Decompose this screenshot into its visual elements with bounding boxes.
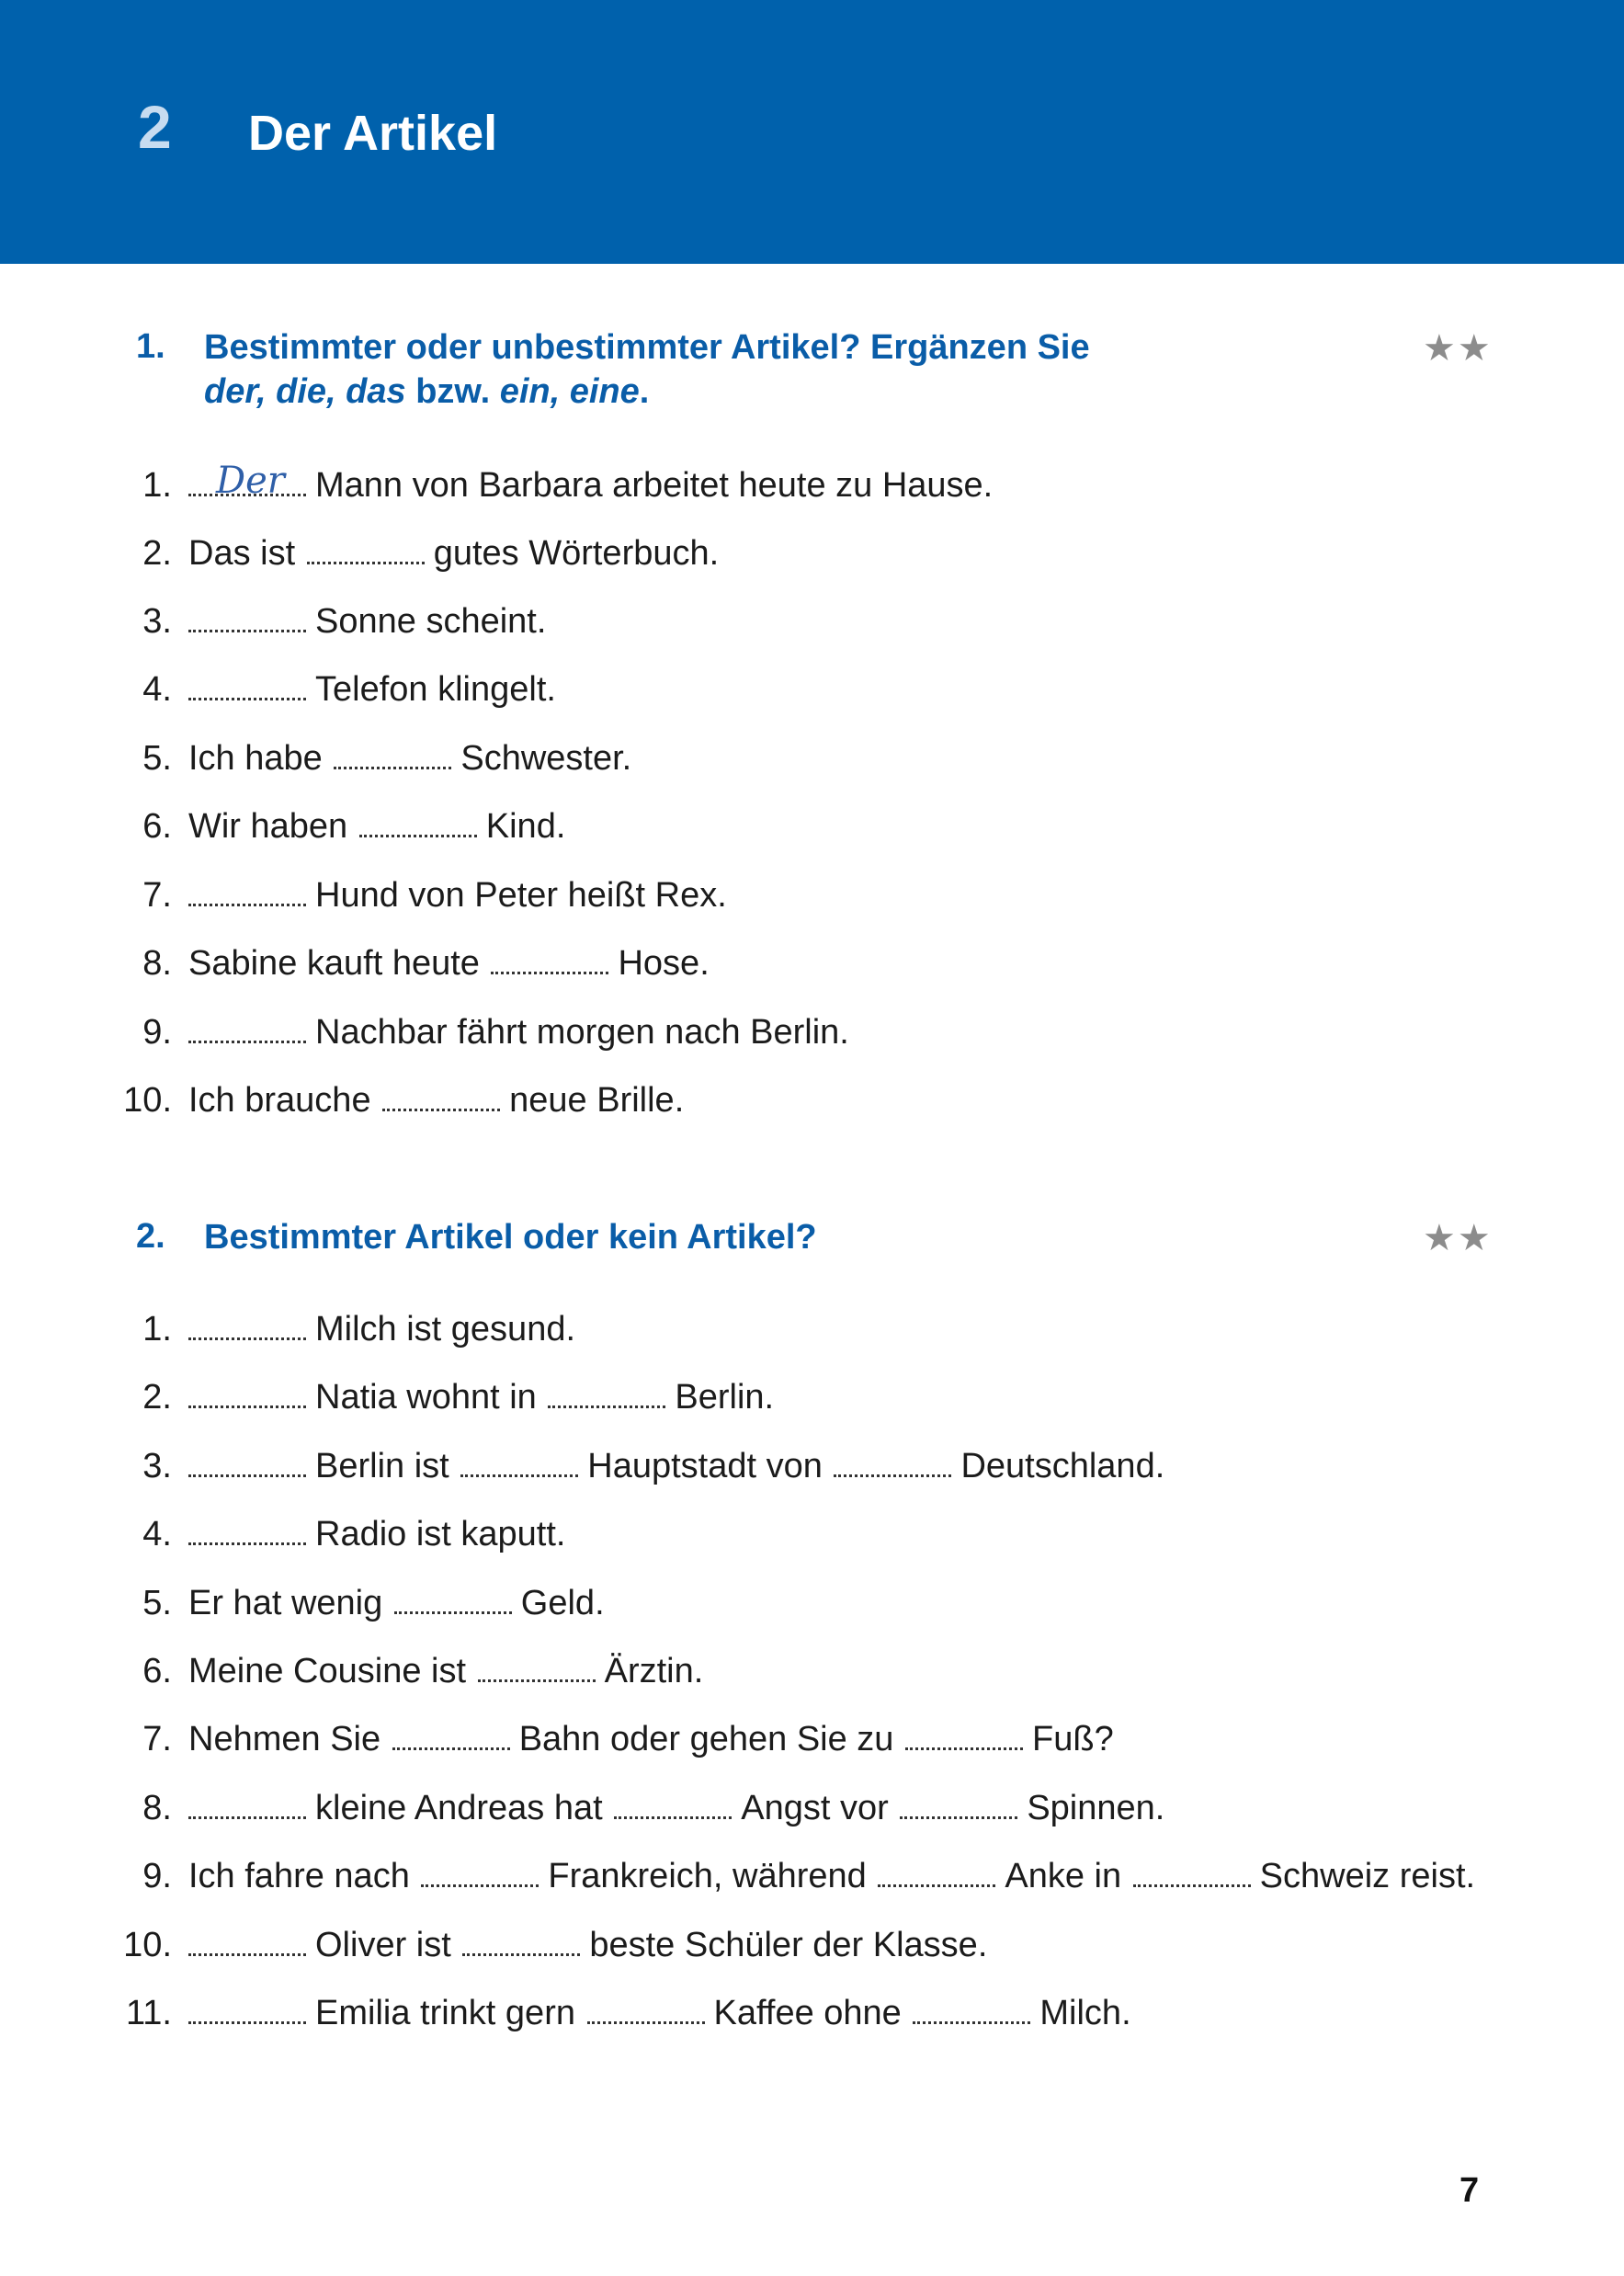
difficulty-stars-1: ★★ <box>1423 328 1493 369</box>
item-text: Hauptstadt von <box>587 1447 823 1485</box>
item-text: Berlin. <box>675 1378 775 1417</box>
item-number: 6. <box>142 1652 172 1690</box>
item-text: Oliver ist <box>315 1926 451 1964</box>
item-text: Angst vor <box>741 1789 889 1827</box>
page-number: 7 <box>1459 2171 1480 2210</box>
answer-blank[interactable] <box>913 1994 1030 2024</box>
answer-blank[interactable] <box>548 1378 665 1408</box>
item-text: Meine Cousine ist <box>188 1652 467 1690</box>
answer-blank[interactable] <box>334 739 451 769</box>
item-text: Fuß? <box>1032 1720 1114 1758</box>
answer-blank[interactable] <box>188 1994 306 2024</box>
item-text: Das ist <box>188 534 296 573</box>
answer-blank[interactable] <box>188 602 306 632</box>
answer-blank[interactable] <box>491 944 608 974</box>
answer-blank[interactable] <box>460 1447 578 1477</box>
item-text: gutes Wörterbuch. <box>433 534 720 573</box>
answer-blank[interactable] <box>392 1720 510 1750</box>
item-text: Sabine kauft heute <box>188 944 480 983</box>
exercise-1-item <box>0 731 631 786</box>
exercise-2-item <box>0 1918 987 1973</box>
item-number: 4. <box>142 670 172 709</box>
exercise-2-item <box>0 1849 1475 1904</box>
item-number: 2. <box>142 534 172 573</box>
item-text: beste Schüler der Klasse. <box>589 1926 988 1964</box>
answer-blank[interactable] <box>834 1447 951 1477</box>
chapter-number: 2 <box>138 93 172 161</box>
answer-blank[interactable] <box>188 1515 306 1545</box>
item-text: Milch ist gesund. <box>315 1310 576 1349</box>
item-text: Schweiz reist. <box>1259 1857 1476 1895</box>
item-text: kleine Andreas hat <box>315 1789 603 1827</box>
answer-blank[interactable] <box>188 1789 306 1819</box>
answer-blank[interactable] <box>1133 1857 1251 1887</box>
exercise-2-item <box>0 1507 565 1562</box>
exercise-2-item <box>0 1370 774 1425</box>
exercise-1-number: 1. <box>136 327 165 366</box>
item-text: Wir haben <box>188 807 348 846</box>
item-number: 3. <box>142 1447 172 1485</box>
exercise-2-item <box>0 1781 1164 1836</box>
exercise-2-item <box>0 1576 605 1631</box>
item-text: Geld. <box>520 1584 605 1622</box>
exercise-2-item <box>0 1644 703 1699</box>
item-text: Schwester. <box>460 739 632 778</box>
title-connector: bzw. <box>405 372 500 411</box>
chapter-title: Der Artikel <box>248 106 498 161</box>
answer-blank[interactable] <box>394 1584 512 1614</box>
answer-blank[interactable] <box>188 1378 306 1408</box>
item-number: 5. <box>142 1584 172 1622</box>
item-text: Milch. <box>1039 1994 1131 2032</box>
item-text: Er hat wenig <box>188 1584 383 1622</box>
answer-blank[interactable] <box>188 1310 306 1340</box>
item-text: Deutschland. <box>960 1447 1165 1485</box>
answer-blank[interactable] <box>462 1926 580 1956</box>
item-text: Sonne scheint. <box>315 602 547 641</box>
item-text: Hose. <box>618 944 710 983</box>
answer-blank[interactable] <box>188 1926 306 1956</box>
item-number: 7. <box>142 876 172 915</box>
item-number: 2. <box>142 1378 172 1417</box>
answer-blank[interactable] <box>878 1857 995 1887</box>
exercise-1-item <box>0 594 546 649</box>
item-text: Kind. <box>485 807 566 846</box>
answer-blank[interactable] <box>188 876 306 906</box>
answer-blank[interactable] <box>188 670 306 700</box>
item-number: 10. <box>123 1926 172 1964</box>
item-number: 1. <box>142 1310 172 1349</box>
item-text: Ich habe <box>188 739 323 778</box>
item-number: 6. <box>142 807 172 846</box>
exercise-2-item <box>0 1712 1114 1767</box>
exercise-1-item <box>0 662 556 717</box>
article-list-indefinite: ein, eine <box>499 372 640 411</box>
answer-blank[interactable] <box>587 1994 705 2024</box>
item-text: Berlin ist <box>315 1447 449 1485</box>
item-text: Ich fahre nach <box>188 1857 410 1895</box>
difficulty-stars-2: ★★ <box>1423 1218 1493 1258</box>
answer-blank[interactable] <box>421 1857 539 1887</box>
handwritten-answer: Der <box>216 460 285 502</box>
item-number: 8. <box>142 1789 172 1827</box>
exercise-2-number: 2. <box>136 1217 165 1256</box>
item-text: Ärztin. <box>604 1652 704 1690</box>
answer-blank[interactable] <box>382 1081 500 1111</box>
item-number: 3. <box>142 602 172 641</box>
item-text: Natia wohnt in <box>315 1378 537 1417</box>
exercise-1-title-line2 <box>204 370 1399 414</box>
item-number: 4. <box>142 1515 172 1553</box>
exercise-1-title-line1: Bestimmter oder unbestimmter Artikel? Ergänzen Sie <box>204 328 1090 367</box>
item-text: Frankreich, während <box>548 1857 867 1895</box>
title-period: . <box>639 372 650 411</box>
item-text: Anke in <box>1005 1857 1122 1895</box>
item-number: 1. <box>142 466 172 505</box>
exercise-1-item <box>0 868 727 923</box>
exercise-1-title <box>204 325 1399 414</box>
item-text: Kaffee ohne <box>713 1994 902 2032</box>
answer-blank[interactable] <box>905 1720 1023 1750</box>
exercise-2-title: Bestimmter Artikel oder kein Artikel? <box>204 1218 817 1257</box>
exercise-1-item <box>0 458 993 513</box>
item-text: Telefon klingelt. <box>315 670 556 709</box>
answer-blank[interactable] <box>614 1789 732 1819</box>
item-text: Bahn oder gehen Sie zu <box>518 1720 894 1758</box>
item-text: neue Brille. <box>509 1081 685 1120</box>
item-text: Radio ist kaputt. <box>315 1515 566 1553</box>
exercise-2-item <box>0 1302 575 1357</box>
item-text: Ich brauche <box>188 1081 371 1120</box>
item-number: 9. <box>142 1857 172 1895</box>
answer-blank[interactable] <box>900 1789 1017 1819</box>
item-number: 11. <box>125 1994 172 2032</box>
answer-blank[interactable] <box>188 460 306 502</box>
item-text: Spinnen. <box>1027 1789 1165 1827</box>
article-list-definite: der, die, das <box>204 372 406 411</box>
answer-blank[interactable] <box>307 534 425 564</box>
item-number: 8. <box>142 944 172 983</box>
exercise-2-item <box>0 1439 1164 1494</box>
exercise-1-item <box>0 1073 684 1128</box>
item-text: Nachbar fährt morgen nach Berlin. <box>315 1013 849 1052</box>
exercise-1-item <box>0 526 719 581</box>
exercise-2-item <box>0 1986 1131 2041</box>
item-text: Mann von Barbara arbeitet heute zu Hause. <box>315 466 994 505</box>
answer-blank[interactable] <box>188 1447 306 1477</box>
item-number: 10. <box>123 1081 172 1120</box>
item-number: 7. <box>142 1720 172 1758</box>
chapter-header <box>0 0 1624 264</box>
exercise-1-item <box>0 799 565 854</box>
answer-blank[interactable] <box>478 1652 596 1682</box>
exercise-1-item <box>0 936 710 991</box>
answer-blank[interactable] <box>188 1013 306 1043</box>
item-text: Hund von Peter heißt Rex. <box>315 876 727 915</box>
item-number: 5. <box>142 739 172 778</box>
exercise-1-item <box>0 1005 849 1060</box>
answer-blank[interactable] <box>359 807 477 837</box>
item-text: Nehmen Sie <box>188 1720 381 1758</box>
item-text: Emilia trinkt gern <box>315 1994 575 2032</box>
item-number: 9. <box>142 1013 172 1052</box>
